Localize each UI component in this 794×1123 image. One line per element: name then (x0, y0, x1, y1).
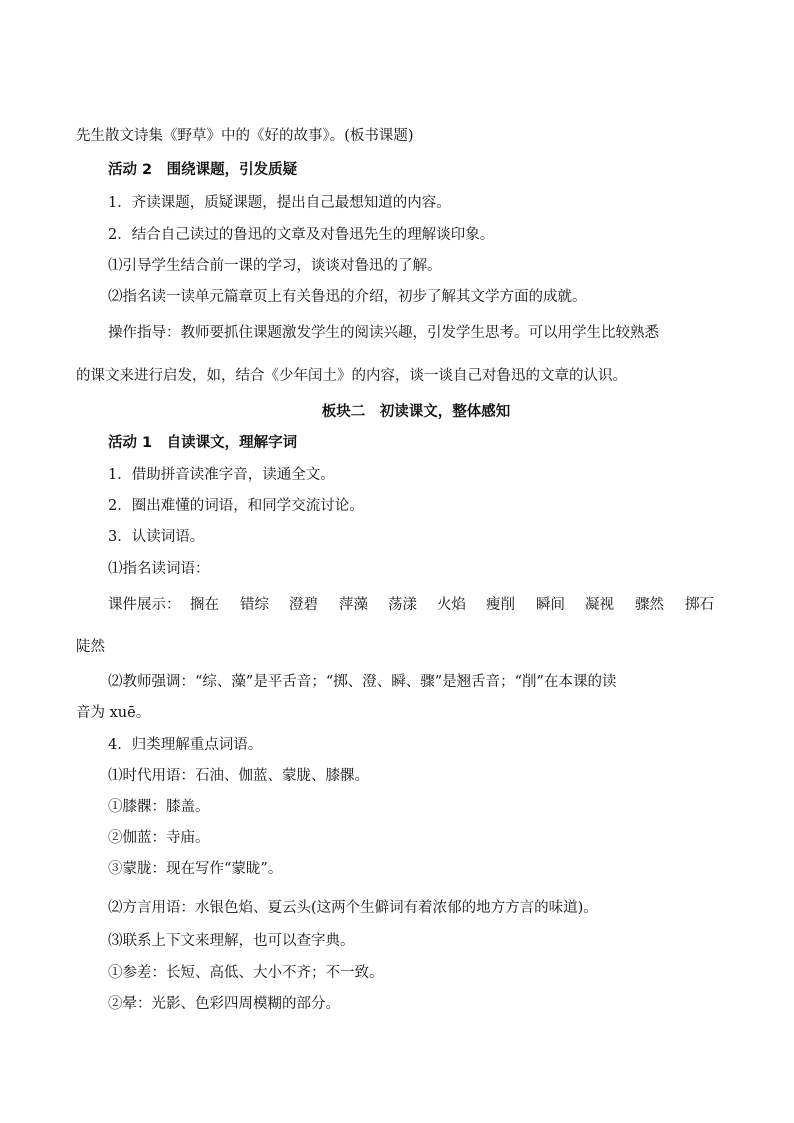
era-word-2: ②伽蓝：寺庙。 (108, 830, 210, 846)
activity-2-item-1: 1．齐读课题，质疑课题，提出自己最想知道的内容。 (108, 195, 451, 211)
courseware-label: 课件展示： (108, 597, 181, 613)
courseware-word: 澄碧 (289, 597, 318, 613)
activity-1-item-1: 1．借助拼音读准字音，读通全文。 (108, 467, 335, 483)
courseware-word: 荡漾 (388, 597, 417, 613)
courseware-word: 搁在 (190, 597, 219, 613)
stress-line-1: ⑵教师强调：“综、藻”是平舌音；“掷、澄、瞬、骤”是翘舌音；“削”在本课的读 (108, 674, 617, 690)
context-line: ⑶联系上下文来理解，也可以查字典。 (108, 933, 355, 949)
courseware-last-word: 陡然 (76, 639, 105, 655)
era-words-line: ⑴时代用语：石油、伽蓝、蒙胧、膝髁。 (108, 768, 369, 784)
courseware-word: 错综 (240, 597, 269, 613)
section-2-heading (0, 402, 794, 422)
activity-1-item-2: 2．圈出难懂的词语，和同学交流讨论。 (108, 498, 364, 514)
guide-line-1: 操作指导：教师要抓住课题激发学生的阅读兴趣，引发学生思考。可以用学生比较熟悉 (108, 325, 659, 341)
courseware-word: 瘦削 (486, 597, 515, 613)
courseware-word: 萍藻 (339, 597, 368, 613)
activity-1-item-3: 3．认读词语。 (108, 529, 205, 545)
courseware-word: 骤然 (635, 597, 664, 613)
activity-1-item-4: 4．归类理解重点词语。 (108, 737, 263, 753)
intro-line: 先生散文诗集《野草》中的《好的故事》。(板书课题) (76, 128, 414, 144)
courseware-word: 凝视 (585, 597, 614, 613)
stress-line-2: 音为 xuē。 (76, 705, 151, 721)
era-word-3: ③蒙胧：现在写作“蒙眬”。 (108, 861, 283, 877)
activity-1-sub-1: ⑴指名读词语： (108, 561, 210, 577)
activity-1-title: 活动 1 自读课文，理解字词 (108, 435, 298, 451)
courseware-word: 掷石 (685, 597, 714, 613)
activity-2-title: 活动 2 围绕课题，引发质疑 (108, 162, 298, 178)
dialect-words-line: ⑵方言用语：水银色焰、夏云头(这两个生僻词有着浓郁的地方方言的味道)。 (108, 900, 598, 916)
activity-2-item-2: 2．结合自己读过的鲁迅的文章及对鲁迅先生的理解谈印象。 (108, 227, 495, 243)
context-word-1: ①参差：长短、高低、大小不齐；不一致。 (108, 965, 384, 981)
courseware-word: 火焰 (437, 597, 466, 613)
section-2-heading-text: 板块二 初读课文，整体感知 (321, 404, 511, 420)
context-word-2: ②晕：光影、色彩四周模糊的部分。 (108, 996, 340, 1012)
guide-line-2: 的课文来进行启发，如，结合《少年闰土》的内容，谈一谈自己对鲁迅的文章的认识。 (76, 368, 627, 384)
era-word-1: ①膝髁：膝盖。 (108, 799, 210, 815)
activity-2-sub-2: ⑵指名读一读单元篇章页上有关鲁迅的介绍，初步了解其文学方面的成就。 (108, 289, 587, 305)
courseware-word: 瞬间 (536, 597, 565, 613)
activity-2-sub-1: ⑴引导学生结合前一课的学习，谈谈对鲁迅的了解。 (108, 258, 442, 274)
